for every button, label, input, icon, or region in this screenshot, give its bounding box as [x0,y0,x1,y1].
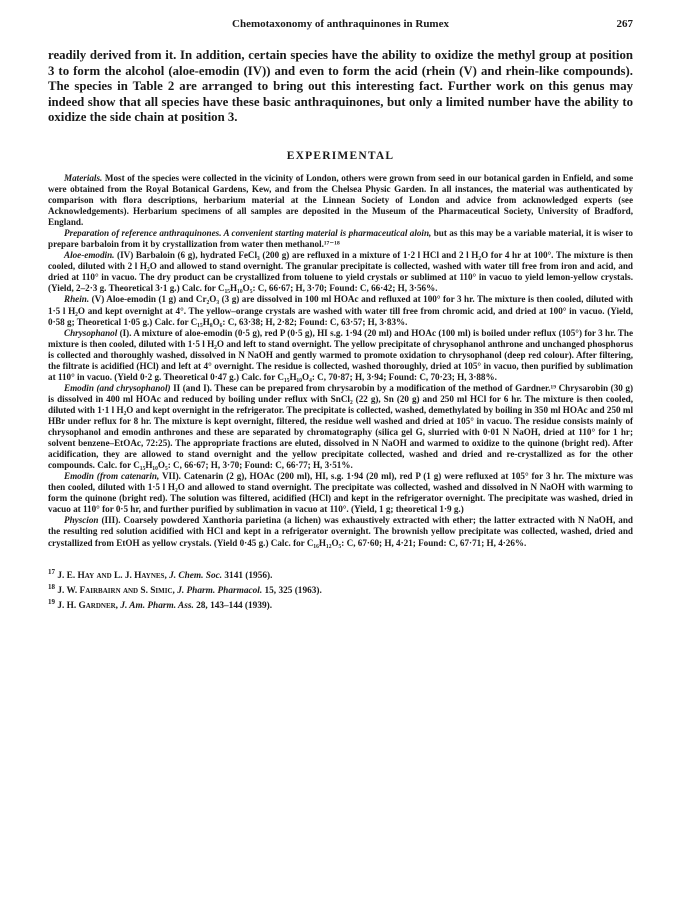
reference-item [48,582,633,597]
paragraph-text: II (and I). These can be prepared from chrysarobin by a modification of the method of Gardner.¹⁹ Chrysarobin (30 g) is dissolved in 400 ml HOAc and reduced by boiling under reflux with SnCl₂ (22 g), Sn (20 g) and 250 ml HCl for 6 hr. The mixture is then cooled, diluted with 1·1 l H₂O and kept overnight in the refrigerator. The precipitate is collected, washed, demethylated by boiling in 350 ml HOAc and 250 ml HBr under reflux for 8 hr. The mixture is kept overnight, filtered, the residue well washed and dried at 105° in vacuo. The residue consists mainly of chrysophanol and emodin anthrones and these are separated by chromatography (silica gel G, slurried with 0·01 N NaOH, dried at 110° for 1 hr; solvent benzene–EtOAc, 72:25). The appropriate fractions are eluted, dissolved in N NaOH and warmed to oxidize to the quinone (bright red). After acidification, they are allowed to stand overnight and the yellow precipitate collected, washed and dried and re-crystallized as for the other compounds. Calc. for C₁₅H₁₀O₅: C, 66·67; H, 3·70; Found: C, 66·77; H, 3·51%. [48,382,633,471]
reference-details: 3141 (1956). [224,570,273,581]
reference-journal: J. Am. Pharm. Ass. [120,601,194,612]
reference-item [48,567,633,582]
paragraph-text: (III). Coarsely powdered Xanthoria parietina (a lichen) was exhaustively extracted with ether; the latter extracted with N NaOH, and the resulting red solution acidified with HCl and kept in a refrigerator overnight. The brownish yellow precipitate was collected, washed, dried and crystallized from EtOH as yellow crystals. (Yield 0·45 g.) Calc. for C₁₆H₁₂O₅: C, 67·60; H, 4·21; Found: C, 67·71; H, 4·26%. [48,515,633,548]
paragraph-lead: Aloe-emodin. [64,250,115,261]
paragraph-text: VII). Catenarin (2 g), HOAc (200 ml), HI, s.g. 1·94 (20 ml), red P (1 g) were refluxed at 105° for 3 hr. The mixture was then cooled, diluted with 1·5 l H₂O and allowed to stand overnight. The precipitate was collected, washed and dissolved in N NaOH with warming to form the quinone (bright red). The solution was filtered, acidified (HCl) and kept in the refrigerator overnight. The precipitate was washed, dried in vacuo at 110° for 0·5 hr, and further purified by sublimation in vacuo at 110°. (Yield, 1 g; theoretical 1·9 g.) [48,471,633,515]
paragraph-preparation [48,228,633,250]
reference-journal: J. Pharm. Pharmacol. [177,585,263,596]
reference-number: 17 [48,567,55,576]
journal-page [48,18,633,612]
paragraph-text: (IV) Barbaloin (6 g), hydrated FeCl₃ (200 g) are refluxed in a mixture of 1·2 l HCl and 2 l H₂O for 4 hr at 100°. The mixture is then cooled, diluted with 2 l H₂O and allowed to stand overnight. The granular precipitate is collected, washed with water till free from iron and acid, and dried at 110° in vacuo. The dry product can be crystallized from toluene to yield crystals or sublimed at 110° in vacuo to yield lemon-yellow crystals. (Yield, 2–2·3 g. Theoretical 3·1 g.) Calc. for C₁₅H₁₀O₅: C, 66·67; H, 3·70; Found: C, 66·42; H, 3·56%. [48,250,633,294]
reference-authors: J. W. Fairbairn and S. Simic, [57,585,175,596]
reference-journal: J. Chem. Soc. [169,570,223,581]
footnote-references [48,567,633,613]
reference-authors: J. H. Gardner, [57,601,119,612]
paragraph-physcion [48,515,633,548]
paragraph-chrysophanol [48,328,633,383]
reference-authors: J. E. Hay and L. J. Haynes, [57,570,167,581]
experimental-body [48,173,633,549]
paragraph-lead: Preparation of reference anthraquinones. A convenient starting material is pharmaceutical aloin, [64,228,432,239]
paragraph-lead: Rhein. [64,294,90,305]
running-header [48,18,633,34]
reference-item [48,597,633,612]
paragraph-lead: Chrysophanol [64,327,118,338]
paragraph-materials [48,173,633,228]
paragraph-lead: Emodin (and chrysophanol) [64,382,171,393]
reference-details: 28, 143–144 (1939). [196,601,273,612]
paragraph-text: (V) Aloe-emodin (1 g) and Cr₂O₃ (3 g) are dissolved in 100 ml HOAc and refluxed at 100° for 3 hr. The mixture is then cooled, diluted with 1·5 l H₂O and kept overnight at 4°. The yellow–orange crystals are washed with water till free from chromic acid, and dried at 100° in vacuo. (Yield, 0·58 g; Theoretical 1·05 g.) Calc. for C₁₅H₈O₆: C, 63·38; H, 2·82; Found: C, 63·57; H, 3·83%. [48,294,633,327]
reference-number: 18 [48,582,55,591]
paragraph-aloe-emodin [48,250,633,294]
paragraph-lead: Emodin (from catenarin, [64,471,160,482]
paragraph-text: but as this may be a variable material, it is wiser to prepare barbaloin from it by crystallization from water then methanol.¹⁷⁻¹⁸ [48,228,633,250]
paragraph-emodin-chrysophanol [48,383,633,471]
paragraph-text: Most of the species were collected in the vicinity of London, others were grown from seed in our botanical garden in Enfield, and some were obtained from the Royal Botanical Gardens, Kew, and from the Chelsea Physic Garden. In all instances, the material was authenticated by comparison with flora descriptions, herbarium material at the Linnean Society of London and advice from acknowledged experts (see Acknowledgements). Herbarium specimens of all samples are deposited in the Museum of the Pharmaceutical Society, University of Bradford, England. [48,172,633,228]
paragraph-emodin-catenarin [48,471,633,515]
paragraph-lead: Materials. [64,172,103,183]
page-number: 267 [616,18,633,30]
reference-number: 19 [48,598,55,607]
paragraph-lead: Physcion [64,515,99,526]
reference-details: 15, 325 (1963). [264,585,322,596]
running-title: Chemotaxonomy of anthraquinones in Rumex [232,18,449,30]
intro-paragraph: readily derived from it. In addition, certain species have the ability to oxidize the methyl group at position 3 to form the alcohol (aloe-emodin (IV)) and even to form the acid (rhein (V) and rhein-like compounds). The species in Table 2 are arranged to bring out this interesting fact. Further work on this genus may indeed show that all species have these basic anthraquinones, but only a limited number have the ability to oxidize the side chain at position 3. [48,48,633,125]
section-heading: EXPERIMENTAL [286,149,395,162]
paragraph-text: (I). A mixture of aloe-emodin (0·5 g), red P (0·5 g), HI s.g. 1·94 (20 ml) and HOAc (100 ml) is boiled under reflux (105°) for 3 hr. The mixture is then cooled, diluted with 1·5 l H₂O and left to stand overnight. The yellow precipitate of chrysophanol anthrone and unchanged phosphorus is collected and thoroughly washed, dissolved in N NaOH and gently warmed to promote oxidation to chrysophanol (deep red colour). After filtering, the filtrate is acidified (HCl) and left at 4° overnight. The residue is collected, washed thoroughly, dried at 105° in vacuo, then purified by sublimation at 110° in vacuo. (Yield 0·2 g. Theoretical 0·47 g.) Calc. for C₁₅H₁₀O₄: C, 70·87; H, 3·94; Found: C, 70·23; H, 3·88%. [48,327,633,382]
paragraph-rhein [48,294,633,327]
